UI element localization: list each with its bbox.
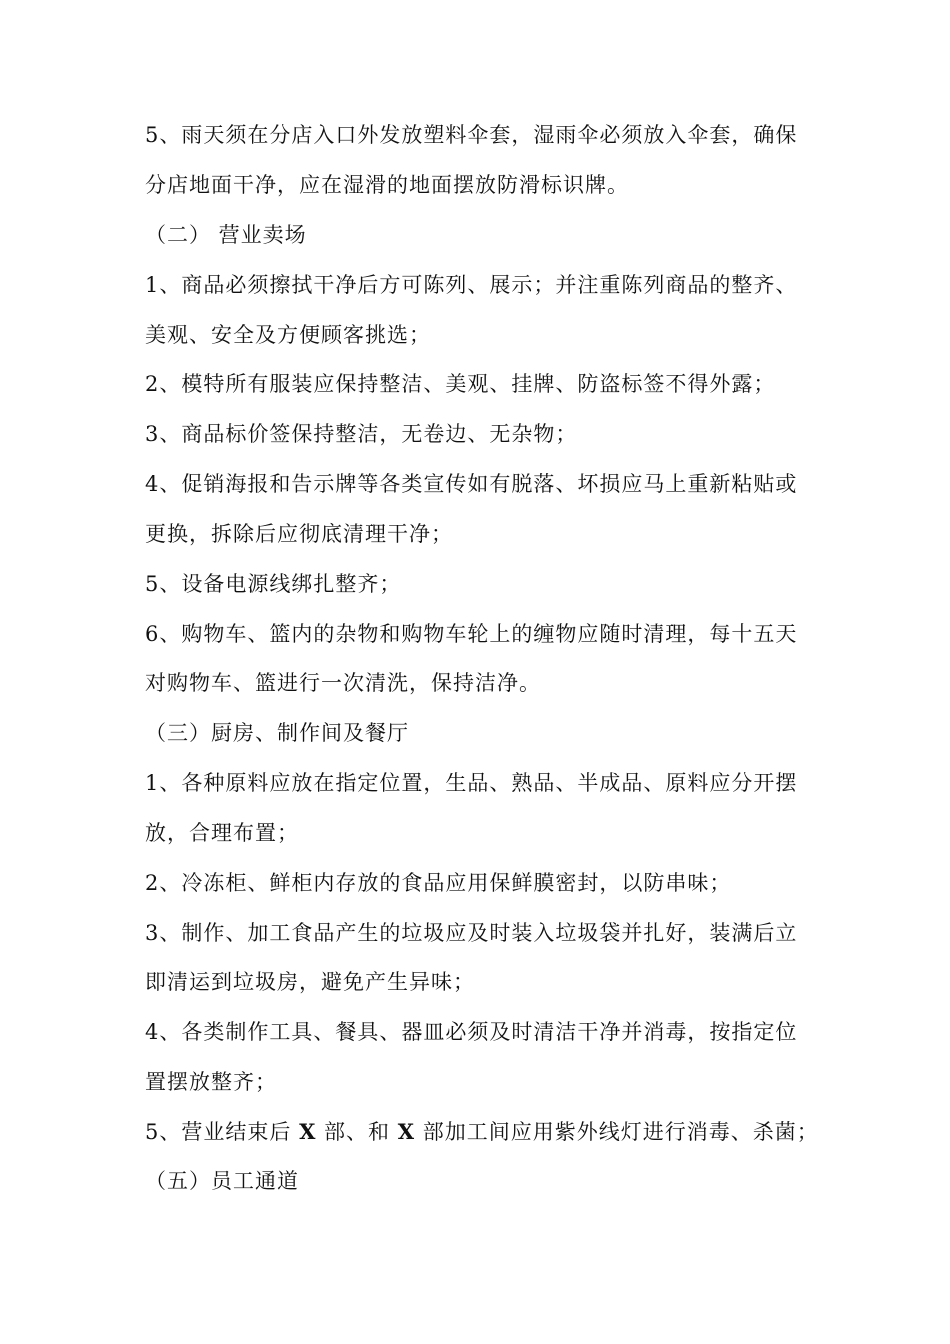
paragraph-line: 分店地面干净，应在湿滑的地面摆放防滑标识牌。	[145, 173, 629, 197]
paragraph-line: 2、冷冻柜、鲜柜内存放的食品应用保鲜膜密封，以防串味；	[145, 871, 732, 895]
section-heading: （三）厨房、制作间及餐厅	[145, 721, 409, 745]
paragraph-line-mixed	[145, 1117, 819, 1147]
paragraph-line: 美观、安全及方便顾客挑选；	[145, 323, 431, 347]
paragraph-line: 4、各类制作工具、餐具、器皿必须及时清洁干净并消毒，按指定位	[145, 1020, 798, 1044]
paragraph-line: 1、商品必须擦拭干净后方可陈列、展示；并注重陈列商品的整齐、	[145, 273, 798, 297]
line-text-segment: 5、营业结束后	[145, 1120, 292, 1144]
paragraph-line: 3、商品标价签保持整洁，无卷边、无杂物；	[145, 422, 578, 446]
section-heading: （五）员工通道	[145, 1169, 299, 1193]
paragraph-line: 4、促销海报和告示牌等各类宣传如有脱落、坏损应马上重新粘贴或	[145, 472, 798, 496]
bold-x-mark: X	[397, 1119, 416, 1144]
bold-x-mark: X	[299, 1119, 317, 1144]
paragraph-line: 2、模特所有服装应保持整洁、美观、挂牌、防盗标签不得外露；	[145, 372, 776, 396]
paragraph-line: 放，合理布置；	[145, 821, 299, 845]
paragraph-line: 5、设备电源线绑扎整齐；	[145, 572, 402, 596]
section-heading: （二） 营业卖场	[145, 223, 307, 247]
paragraph-line: 6、购物车、篮内的杂物和购物车轮上的缠物应随时清理，每十五天	[145, 622, 798, 646]
line-text-segment: 部加工间应用紫外线灯进行消毒、杀菌；	[422, 1120, 819, 1144]
paragraph-line: 即清运到垃圾房，避免产生异味；	[145, 970, 475, 994]
paragraph-line: 5、雨天须在分店入口外发放塑料伞套，湿雨伞必须放入伞套，确保	[145, 123, 798, 147]
paragraph-line: 更换，拆除后应彻底清理干净；	[145, 522, 453, 546]
line-text-segment: 部、和	[324, 1120, 391, 1144]
paragraph-line: 3、制作、加工食品产生的垃圾应及时装入垃圾袋并扎好，装满后立	[145, 921, 798, 945]
paragraph-line: 置摆放整齐；	[145, 1070, 277, 1094]
paragraph-line: 对购物车、篮进行一次清洗，保持洁净。	[145, 671, 541, 695]
paragraph-line: 1、各种原料应放在指定位置，生品、熟品、半成品、原料应分开摆	[145, 771, 798, 795]
